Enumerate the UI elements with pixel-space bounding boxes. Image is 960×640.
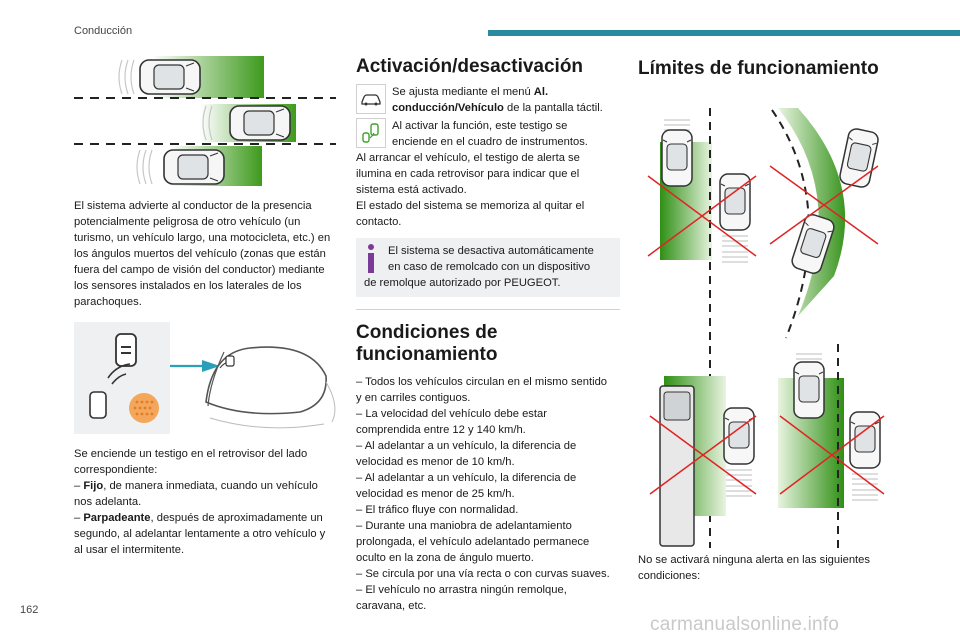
start-line: Al arrancar el vehículo, el testigo de alerta se: [356, 152, 580, 164]
fijo-label: Fijo: [83, 480, 104, 492]
condition-line: – El vehículo no arrastra ningún remolque,: [356, 584, 567, 596]
condition-line: velocidad es menor de 25 km/h.: [356, 488, 515, 500]
limits-title: Límites de funcionamiento: [638, 58, 879, 79]
conditions-title-line: funcionamiento: [356, 344, 498, 365]
car-menu-icon: [356, 84, 386, 114]
intro-line: los sensores instalados en los laterales de los: [74, 280, 302, 292]
limits-figure: [638, 86, 888, 548]
header-section-title: Conducción: [74, 25, 133, 37]
conditions-list: [356, 374, 620, 614]
intro-line: potencialmente peligrosa de otro vehículo (un: [74, 216, 301, 228]
limits-line: condiciones:: [638, 570, 701, 582]
page-number: 162: [20, 604, 39, 616]
condition-line: – El tráfico fluye con normalidad.: [356, 504, 519, 516]
blind-spot-warning-lamp-icon: [356, 118, 386, 148]
column-1: [74, 50, 340, 558]
info-head: [364, 243, 612, 275]
condition-line: – Al adelantar a un vehículo, la diferencia de: [356, 440, 577, 452]
parp-line: [74, 510, 340, 526]
parp-text-cont: segundo, al adelantar lentamente a otro vehículo y: [74, 528, 326, 540]
divider: [356, 309, 620, 310]
condition-line: caravana, etc.: [356, 600, 427, 612]
condition-line: – Durante una maniobra de adelantamiento: [356, 520, 572, 532]
menu-bold: conducción/Vehículo: [392, 102, 504, 114]
parp-label: Parpadeante: [83, 512, 151, 524]
intro-line: turismo, un vehículo largo, una motocicleta, etc.) en: [74, 232, 331, 244]
column-3: [638, 58, 888, 584]
info-line: de remolque autorizado por PEUGEOT.: [364, 277, 561, 289]
parp-text: , después de aproximadamente un: [150, 512, 323, 524]
info-note: [356, 238, 620, 297]
start-paragraph: [356, 150, 620, 230]
dash: –: [74, 480, 81, 492]
condition-line: – La velocidad del vehículo debe estar: [356, 408, 547, 420]
lamp-row: [356, 118, 620, 150]
limits-text: [638, 552, 888, 584]
info-line: en caso de remolcado con un dispositivo: [388, 261, 591, 273]
blind-spot-lanes-figure: [74, 50, 340, 188]
start-line: contacto.: [356, 216, 402, 228]
condition-line: – Se circula por una vía recta o con curvas suaves.: [356, 568, 610, 580]
menu-bold: Al.: [533, 86, 549, 98]
mirror-indicator-figure: [74, 322, 340, 436]
activation-title: Activación/desactivación: [356, 56, 584, 77]
menu-line: [392, 84, 603, 100]
info-line: El sistema se desactiva automáticamente: [388, 245, 594, 257]
fijo-line: [74, 478, 340, 494]
limits-line: No se activará ninguna alerta en las siguientes: [638, 554, 870, 566]
condition-line: comprendida entre 12 y 140 km/h.: [356, 424, 526, 436]
intro-line: El sistema advierte al conductor de la presencia: [74, 200, 312, 212]
menu-text-part: de la pantalla táctil.: [503, 102, 603, 114]
intro-line: parachoques.: [74, 296, 142, 308]
intro-line: fuera del campo de visión del conductor) mediante: [74, 264, 325, 276]
menu-line: [392, 100, 603, 116]
start-line: ilumina en cada retrovisor para indicar que el: [356, 168, 580, 180]
dash: –: [74, 512, 81, 524]
menu-text: [392, 84, 603, 116]
watermark: carmanualsonline.info: [650, 614, 840, 635]
condition-line: – Todos los vehículos circulan en el mismo sentido: [356, 376, 608, 388]
lamp-text: [392, 118, 588, 150]
intro-paragraph: [74, 198, 340, 310]
mirror-line: correspondiente:: [74, 464, 158, 476]
conditions-title: [356, 322, 620, 366]
column-2: [356, 56, 620, 614]
header-accent-bar: [488, 30, 960, 36]
parp-text-cont: al usar el intermitente.: [74, 544, 185, 556]
condition-line: velocidad es menor de 10 km/h.: [356, 456, 515, 468]
condition-line: oculto en la zona de ángulo muerto.: [356, 552, 534, 564]
start-line: El estado del sistema se memoriza al quitar el: [356, 200, 585, 212]
lamp-line: enciende en el cuadro de instrumentos.: [392, 136, 588, 148]
intro-line: los ángulos muertos del vehículo (zonas que están: [74, 248, 326, 260]
condition-line: prolongada, el vehículo adelantado permanece: [356, 536, 590, 548]
fijo-text: , de manera inmediata, cuando un vehículo: [103, 480, 318, 492]
info-text-top: [388, 243, 594, 275]
mirror-line: Se enciende un testigo en el retrovisor del lado: [74, 448, 308, 460]
mirror-explanation: [74, 446, 340, 558]
menu-row: [356, 84, 620, 116]
condition-line: y en carriles contiguos.: [356, 392, 471, 404]
lamp-line: Al activar la función, este testigo se: [392, 120, 568, 132]
menu-text-part: Se ajusta mediante el menú: [392, 86, 534, 98]
conditions-title-line: Condiciones de: [356, 322, 498, 343]
fijo-text-cont: nos adelanta.: [74, 496, 142, 508]
info-icon: [364, 243, 378, 273]
condition-line: – Al adelantar a un vehículo, la diferencia de: [356, 472, 577, 484]
start-line: sistema está activado.: [356, 184, 467, 196]
